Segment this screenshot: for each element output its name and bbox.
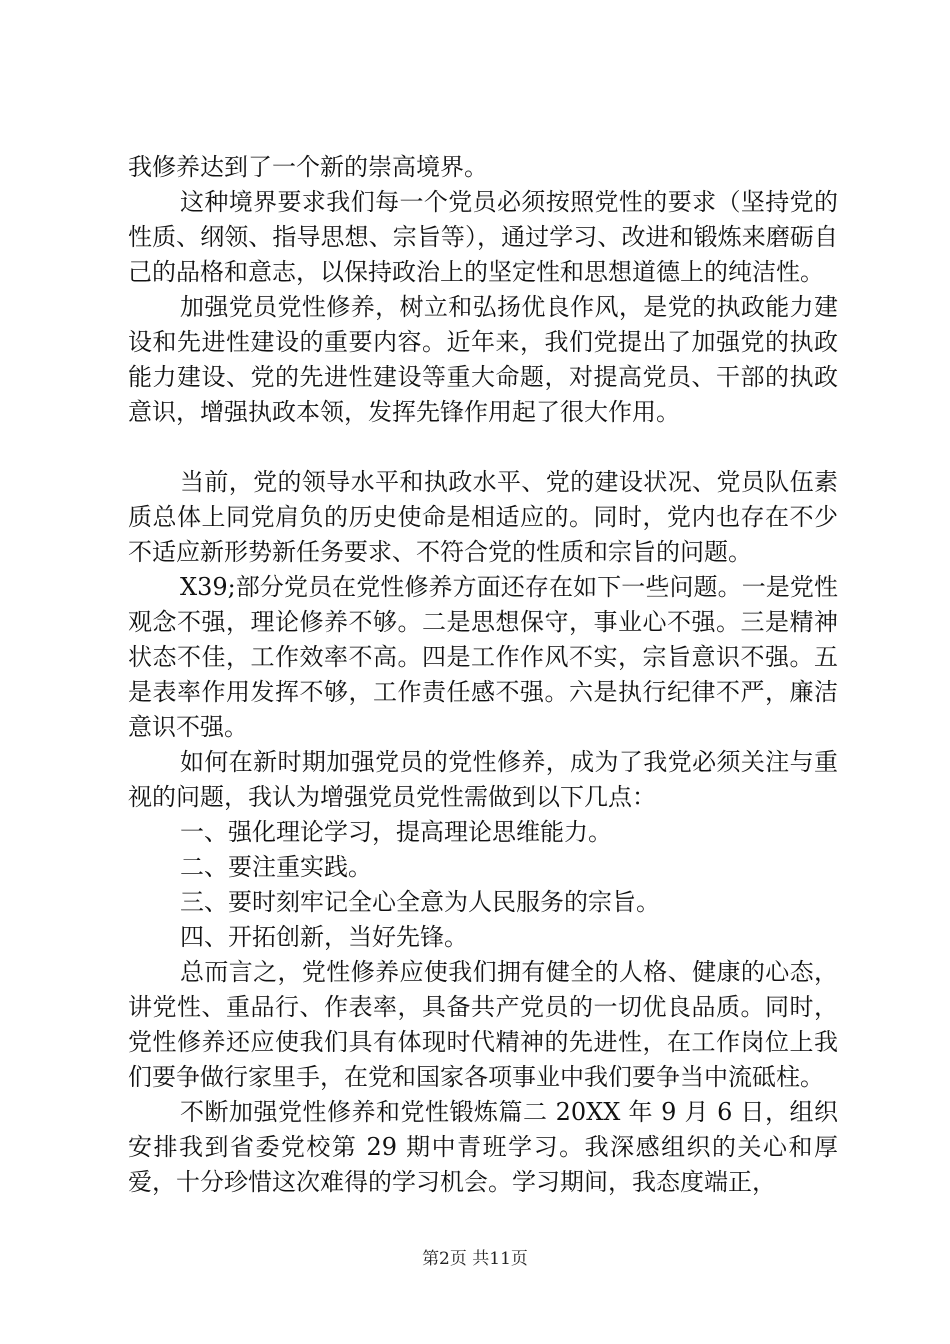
paragraph-7: 总而言之，党性修养应使我们拥有健全的人格、健康的心态，讲党性、重品行、作表率，具备共产党员的一切优良品质。同时，党性修养还应使我们具有体现时代精神的先进性，在工作岗位上我们要争做行家里手，在党和国家各项事业中我们要争当中流砥柱。 [128,958,838,1091]
document-body [128,150,838,1200]
list-item-1: 一、强化理论学习，提高理论思维能力。 [180,818,612,846]
paragraph-3: 加强党员党性修养，树立和弘扬优良作风，是党的执政能力建设和先进性建设的重要内容。近年来，我们党提出了加强党的执政能力建设、党的先进性建设等重大命题，对提高党员、干部的执政意识，增强执政本领，发挥先锋作用起了很大作用。 [128,293,838,426]
list-item-2: 二、要注重实践。 [180,853,372,881]
page-number-footer: 第2页 共11页 [422,1249,528,1269]
list-item-3: 三、要时刻牢记全心全意为人民服务的宗旨。 [180,888,660,916]
paragraph-4: 当前，党的领导水平和执政水平、党的建设状况、党员队伍素质总体上同党肩负的历史使命是相适应的。同时，党内也存在不少不适应新形势新任务要求、不符合党的性质和宗旨的问题。 [128,468,838,566]
paragraph-1: 我修养达到了一个新的崇高境界。 [128,153,488,181]
paragraph-2: 这种境界要求我们每一个党员必须按照党性的要求（坚持党的性质、纲领、指导思想、宗旨等），通过学习、改进和锻炼来磨砺自己的品格和意志，以保持政治上的坚定性和思想道德上的纯洁性。 [128,188,838,286]
list-item-4: 四、开拓创新，当好先锋。 [180,923,468,951]
paragraph-8: 不断加强党性修养和党性锻炼篇二 20XX 年 9 月 6 日，组织安排我到省委党校第 29 期中青班学习。我深感组织的关心和厚爱，十分珍惜这次难得的学习机会。学习期间，我态度端正， [128,1098,838,1196]
paragraph-6: 如何在新时期加强党员的党性修养，成为了我党必须关注与重视的问题，我认为增强党员党性需做到以下几点： [128,748,838,811]
paragraph-5: X39;部分党员在党性修养方面还存在如下一些问题。一是党性观念不强，理论修养不够。二是思想保守，事业心不强。三是精神状态不佳，工作效率不高。四是工作作风不实，宗旨意识不强。五是表率作用发挥不够，工作责任感不强。六是执行纪律不严，廉洁意识不强。 [128,573,838,741]
